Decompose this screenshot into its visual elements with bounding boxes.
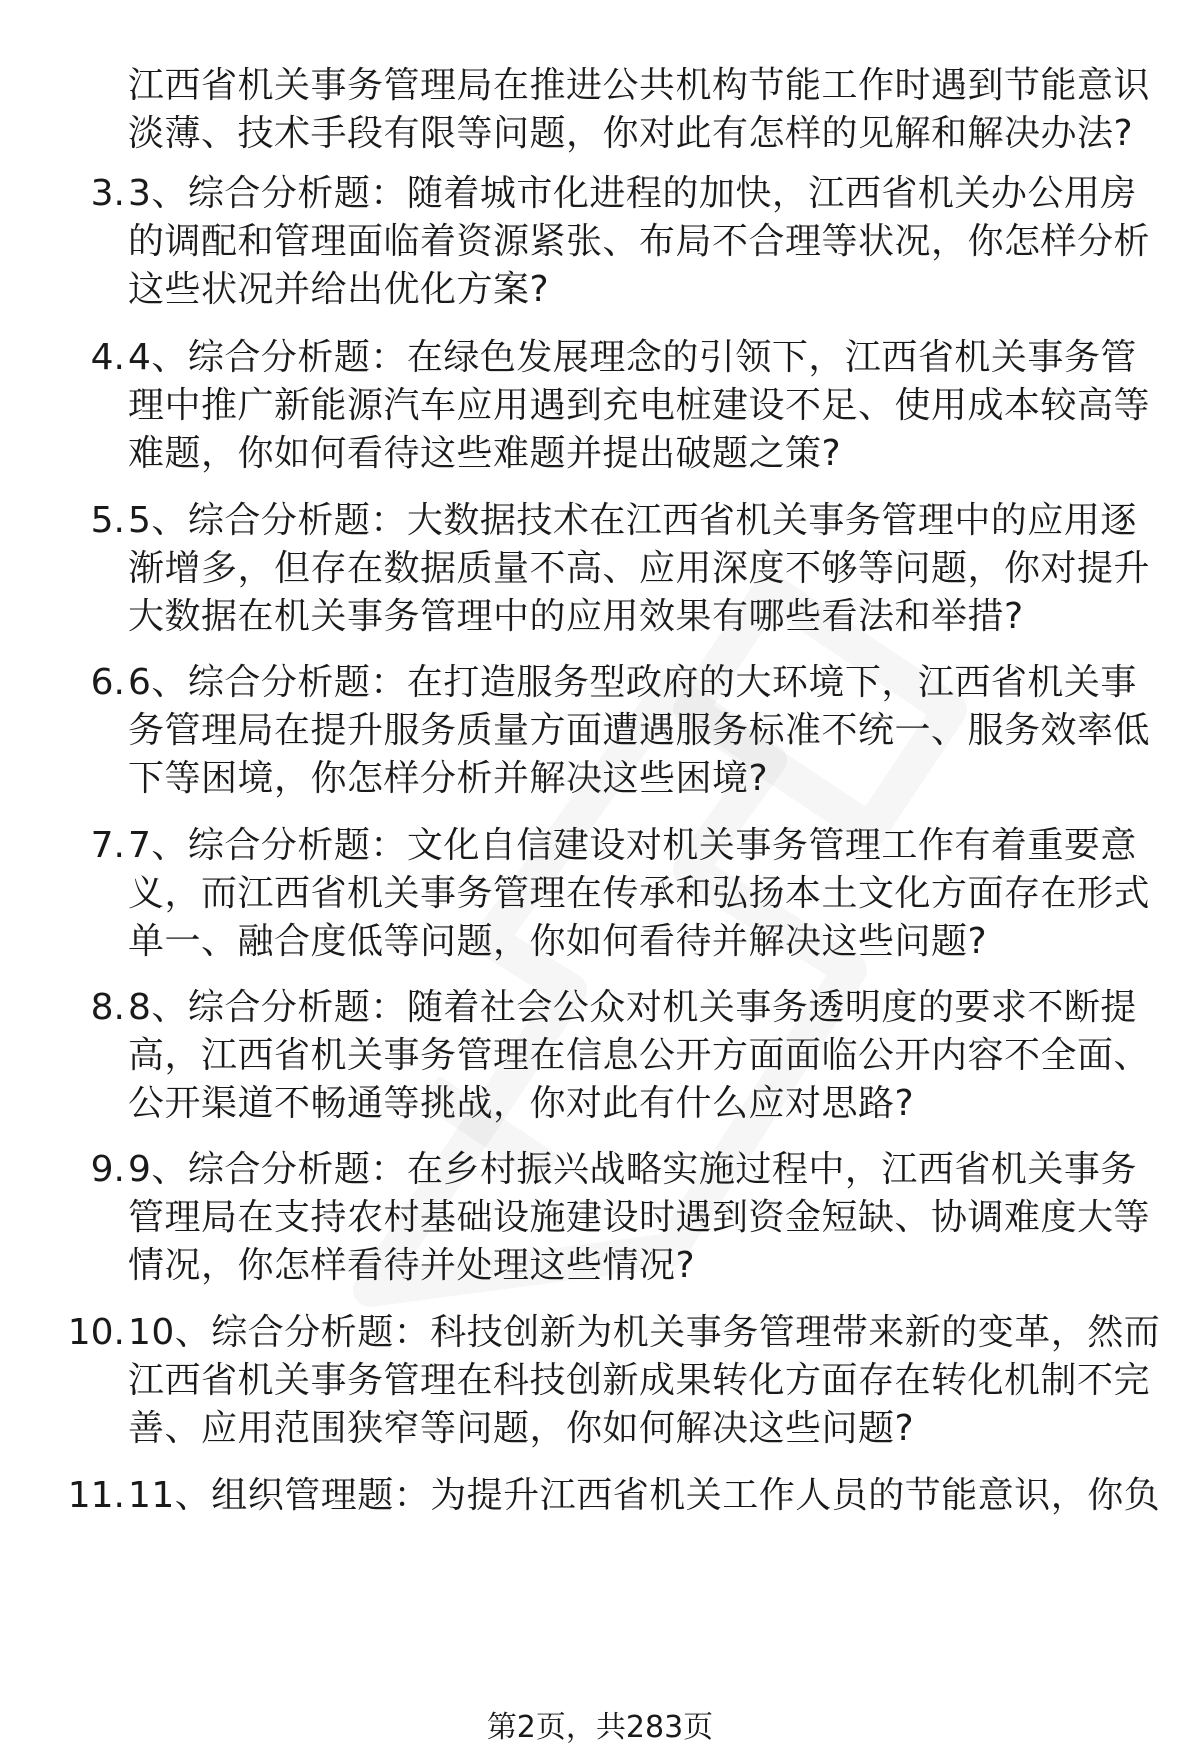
list-number: 11. xyxy=(67,1475,125,1516)
list-number: 6. xyxy=(90,662,125,703)
question-text: 3、综合分析题：随着城市化进程的加快，江西省机关办公用房的调配和管理面临着资源紧张、布局不合理等状况，你怎样分析这些状况并给出优化方案? xyxy=(128,173,1151,310)
list-number: 10. xyxy=(67,1312,125,1353)
question-text: 7、综合分析题：文化自信建设对机关事务管理工作有着重要意义，而江西省机关事务管理在传承和弘扬本土文化方面存在形式单一、融合度低等问题，你如何看待并解决这些问题? xyxy=(128,825,1151,962)
list-number: 8. xyxy=(90,987,125,1028)
question-text: 9、综合分析题：在乡村振兴战略实施过程中，江西省机关事务管理局在支持农村基础设施建设时遇到资金短缺、协调难度大等情况，你怎样看待并处理这些情况? xyxy=(128,1149,1151,1286)
question-text: 11、组织管理题：为提升江西省机关工作人员的节能意识，你负 xyxy=(128,1475,1161,1516)
question-text: 4、综合分析题：在绿色发展理念的引领下，江西省机关事务管理中推广新能源汽车应用遇到充电桩建设不足、使用成本较高等难题，你如何看待这些难题并提出破题之策? xyxy=(128,337,1151,474)
list-number: 9. xyxy=(90,1149,125,1190)
question-text: 5、综合分析题：大数据技术在江西省机关事务管理中的应用逐渐增多，但存在数据质量不高、应用深度不够等问题，你对提升大数据在机关事务管理中的应用效果有哪些看法和举措? xyxy=(128,500,1151,637)
list-number: 7. xyxy=(90,825,125,866)
list-number: 4. xyxy=(90,337,125,378)
page-footer: 第2页，共283页 xyxy=(486,1710,714,1745)
list-number: 3. xyxy=(90,173,125,214)
question-text: 6、综合分析题：在打造服务型政府的大环境下，江西省机关事务管理局在提升服务质量方面遭遇服务标准不统一、服务效率低下等困境，你怎样分析并解决这些困境? xyxy=(128,662,1151,799)
question-text: 10、综合分析题：科技创新为机关事务管理带来新的变革，然而江西省机关事务管理在科技创新成果转化方面存在转化机制不完善、应用范围狭窄等问题，你如何解决这些问题? xyxy=(128,1312,1161,1449)
question-text: 8、综合分析题：随着社会公众对机关事务透明度的要求不断提高，江西省机关事务管理在信息公开方面面临公开内容不全面、公开渠道不畅通等挑战，你对此有什么应对思路? xyxy=(128,987,1151,1124)
list-number: 5. xyxy=(90,500,125,541)
continuation-paragraph: 江西省机关事务管理局在推进公共机构节能工作时遇到节能意识淡薄、技术手段有限等问题，你对此有怎样的见解和解决办法? xyxy=(128,65,1151,154)
